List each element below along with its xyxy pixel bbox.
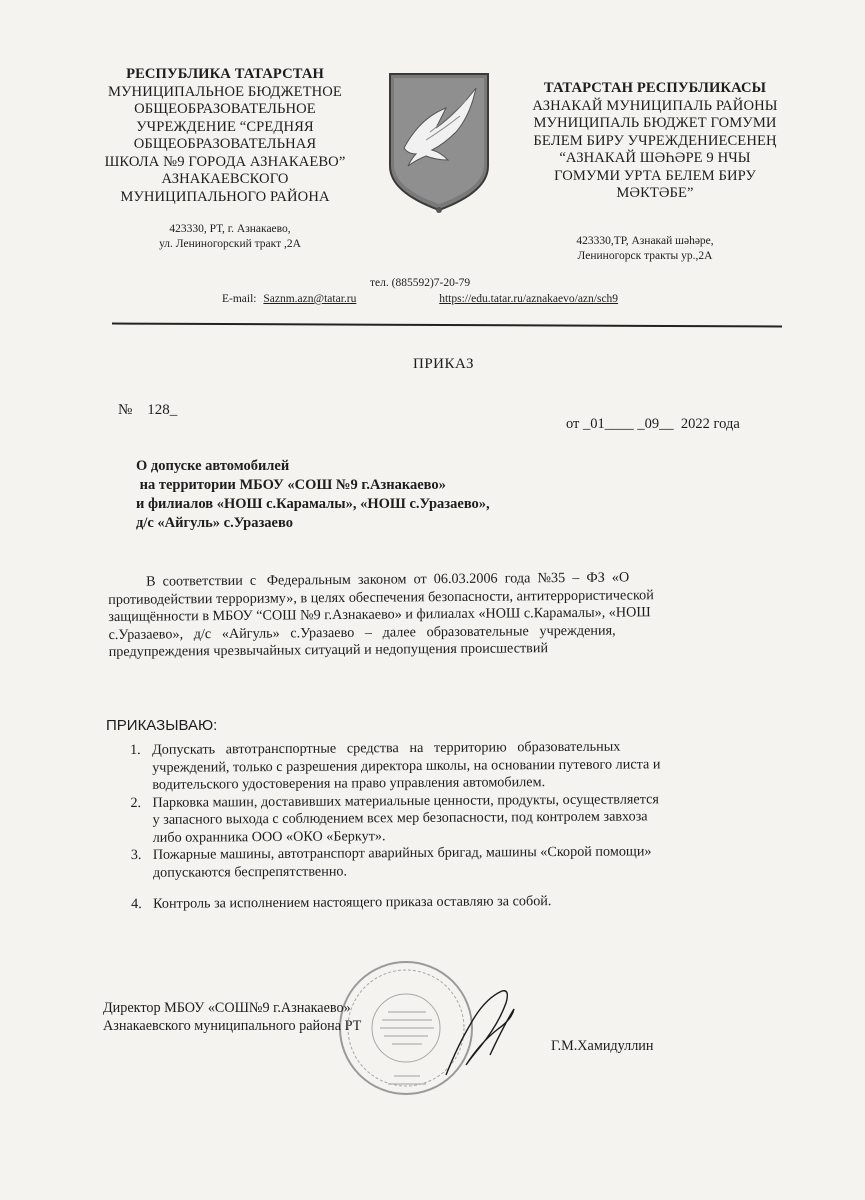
- header-left-line: ОБЩЕОБРАЗОВАТЕЛЬНАЯ: [133, 136, 317, 152]
- order-item-2: [130, 790, 780, 847]
- order-item-number: 3.: [130, 846, 142, 863]
- order-item-number: 1.: [130, 741, 141, 758]
- header-left-address-1: 423330, РТ, г. Азнакаево,: [169, 223, 291, 235]
- preamble-line: противодействии терроризму», в целях обеспечения безопасности, антитеррористической: [108, 586, 654, 608]
- header-divider: [112, 323, 782, 328]
- header-left-line: МУНИЦИПАЛЬНОЕ БЮДЖЕТНОЕ: [108, 83, 342, 100]
- header-left-line: УЧРЕЖДЕНИЕ “СРЕДНЯЯ: [136, 118, 314, 135]
- preamble-line: В соответствии с Федеральным законом от 06.03.2006 года №35 – ФЗ «О: [145, 569, 630, 590]
- header-left-line: МУНИЦИПАЛЬНОГО РАЙОНА: [120, 188, 330, 205]
- website-link[interactable]: https://edu.tatar.ru/aznakaevo/azn/sch9: [439, 293, 619, 305]
- order-title-line: и филиалов «НОШ с.Карамалы», «НОШ с.Уразаево»,: [136, 496, 490, 512]
- order-title: [136, 457, 490, 533]
- signatory-name: Г.М.Хамидуллин: [551, 1038, 654, 1054]
- email-label: E-mail:: [222, 293, 257, 305]
- order-items: [130, 737, 781, 913]
- order-title-line: О допуске автомобилей: [136, 458, 290, 474]
- header-right-address: [525, 234, 765, 264]
- order-title-line: д/с «Айгуль» с.Уразаево: [136, 515, 293, 531]
- header-right-line: МӘКТӘБЕ”: [616, 185, 694, 201]
- email-link[interactable]: Saznm.azn@tatar.ru: [263, 293, 357, 305]
- order-title-line: на территории МБОУ «СОШ №9 г.Азнакаево»: [136, 477, 446, 493]
- preamble-line: предупреждения чрезвычайных ситуаций и недопущения происшествий: [108, 640, 549, 660]
- header-left-line: ОБЩЕОБРАЗОВАТЕЛЬНОЕ: [134, 101, 316, 117]
- preamble-line: защищённости в МБОУ “СОШ №9 г.Азнакаево» и филиалах «НОШ с.Карамалы», «НОШ: [108, 604, 651, 625]
- header-left-block: [60, 66, 390, 206]
- order-command: ПРИКАЗЫВАЮ:: [106, 717, 218, 734]
- order-date: от _01____ _09__ 2022 года: [566, 416, 740, 432]
- header-left-line: ШКОЛА №9 ГОРОДА АЗНАКАЕВО”: [104, 153, 346, 170]
- order-item-number: 2.: [130, 794, 142, 811]
- order-item-line: водительского удостоверения на право управления автомобилем.: [152, 774, 546, 793]
- order-item-number: 4.: [131, 895, 142, 912]
- order-heading: ПРИКАЗ: [413, 356, 474, 372]
- contact-line: [222, 292, 618, 307]
- preamble-line: с.Уразаево», д/с «Айгуль» с.Уразаево – далее образовательные учреждения,: [108, 622, 616, 643]
- coat-of-arms-emblem: [386, 70, 492, 215]
- header-right-line: БЕЛЕМ БИРУ УЧРЕЖДЕНИЕСЕНЕҢ: [533, 132, 777, 149]
- header-right-address-1: 423330,ТР, Азнакай шәһәре,: [576, 235, 714, 247]
- order-item-line: Контроль за исполнением настоящего приказа оставляю за собой.: [153, 893, 552, 912]
- order-item-line: учреждений, только с разрешения директора школы, на основании путевого листа и: [152, 755, 661, 776]
- signature-title-line-1: Директор МБОУ «СОШ№9 г.Азнакаево»: [103, 1000, 351, 1016]
- header-right-line: ТАТАРСТАН РЕСПУБЛИКАСЫ: [543, 80, 767, 96]
- signature-title-line-2: Азнакаевского муниципального района РТ: [103, 1017, 362, 1034]
- header-right-line: АЗНАКАЙ МУНИЦИПАЛЬ РАЙОНЫ: [532, 97, 778, 114]
- order-item-4: [131, 891, 781, 913]
- header-left-line: РЕСПУБЛИКА ТАТАРСТАН: [126, 66, 324, 82]
- order-item-line: допускаются беспрепятственно.: [152, 862, 348, 881]
- signature-icon: [440, 985, 530, 1080]
- header-left-address: [80, 222, 380, 252]
- header-right-block: [505, 80, 805, 203]
- order-item-line: Допускать автотранспортные средства на территорию образовательных: [151, 738, 621, 758]
- order-item-line: Парковка машин, доставивших материальные ценности, продукты, осуществляется: [152, 790, 659, 811]
- handwritten-signature: [440, 985, 530, 1080]
- preamble: [108, 568, 777, 661]
- order-item-line: либо охранника ООО «ОКО «Беркут».: [152, 827, 386, 846]
- phone-number: тел. (885592)7-20-79: [370, 277, 471, 289]
- header-left-address-2: ул. Лениногорский тракт ,2А: [159, 238, 301, 250]
- order-number: № 128_: [118, 402, 178, 418]
- order-item-1: [130, 737, 780, 794]
- header-right-line: МУНИЦИПАЛЬ БЮДЖЕТ ГОМУМИ: [533, 115, 777, 131]
- coat-of-arms-icon: [386, 70, 492, 215]
- order-item-line: у запасного выхода с соблюдением всех мер безопасности, под контролем завхоза: [152, 808, 648, 828]
- order-item-line: Пожарные машины, автотранспорт аварийных бригад, машины «Скорой помощи»: [152, 843, 652, 863]
- header-right-address-2: Лениногорск тракты ур.,2А: [577, 250, 713, 262]
- signature-block: [103, 1000, 361, 1035]
- header-left-line: АЗНАКАЕВСКОГО: [161, 171, 289, 187]
- order-item-3: [131, 842, 781, 882]
- header-right-line: ГОМУМИ УРТА БЕЛЕМ БИРУ: [554, 167, 756, 184]
- header-right-line: “АЗНАКАЙ ШӘҺӘРЕ 9 НЧЫ: [559, 150, 751, 166]
